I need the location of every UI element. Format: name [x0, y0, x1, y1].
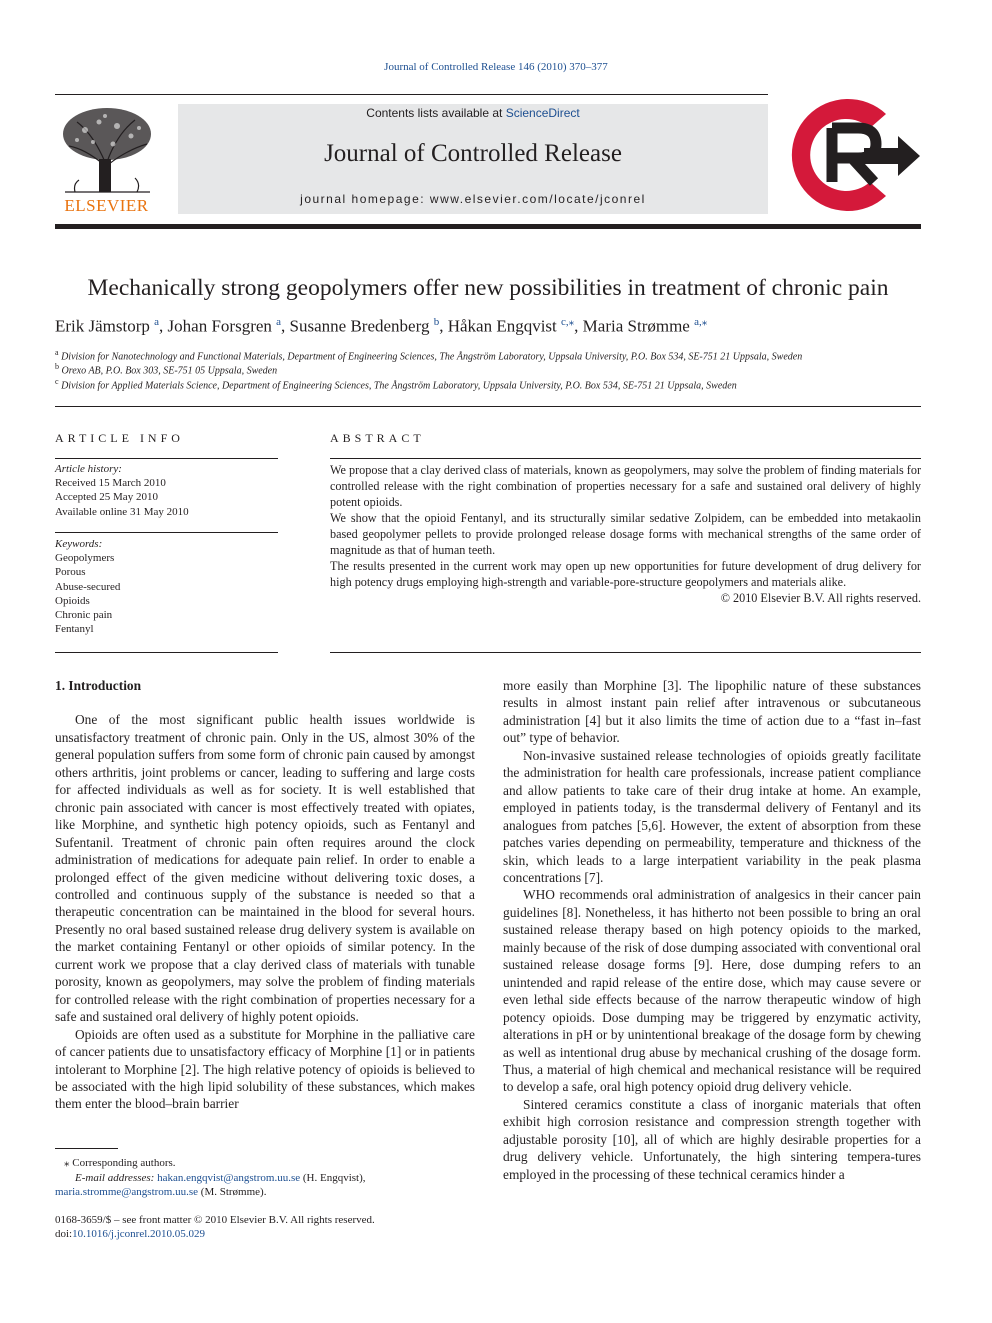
cr-logo-icon: [786, 96, 922, 214]
keyword: Opioids: [55, 594, 90, 607]
email-line: [64, 1171, 474, 1186]
contents-line: [178, 106, 768, 120]
email-link[interactable]: hakan.engqvist@angstrom.uu.se: [157, 1171, 301, 1184]
history-online: Available online 31 May 2010: [55, 505, 189, 518]
affiliation-mark: b: [55, 362, 59, 371]
issn-line: 0168-3659/$ – see front matter © 2010 Elsevier B.V. All rights reserved.: [55, 1214, 375, 1226]
doi-line: [55, 1227, 475, 1242]
abstract-body: [330, 462, 921, 606]
keywords-block: [55, 537, 278, 636]
email-label: E-mail addresses:: [75, 1171, 158, 1184]
history-label: Article history:: [55, 463, 122, 475]
email-owner: (M. Strømme).: [198, 1186, 267, 1198]
doi-label: doi:: [55, 1228, 73, 1240]
affiliation-text: Division for Nanotechnology and Functional Materials, Department of Engineering Sciences, The Ångström Laboratory, Uppsala University, P.O. Box 534, SE-751 21 Uppsala, Sweden: [61, 351, 803, 363]
sciencedirect-link[interactable]: ScienceDirect: [505, 106, 580, 120]
article-info-rule: [55, 458, 278, 459]
keyword: Chronic pain: [55, 609, 113, 622]
author-affiliation-mark[interactable]: a: [276, 316, 282, 328]
article-info-rule: [55, 652, 278, 653]
author-name: Johan Forsgren: [167, 316, 272, 336]
abstract-paragraph: We show that the opioid Fentanyl, and its structurally similar sedative Zolpidem, can be embedded into metakaolin based geopolymer pellets to provide prolonged release dosage forms with mechanical strengths of the same order of magnitude as that of human teeth.: [330, 511, 921, 557]
author-name: Håkan Engqvist: [447, 316, 557, 336]
section-divider: [55, 406, 921, 407]
affiliation: [55, 348, 802, 362]
abstract-paragraph: The results presented in the current work may open up new opportunities for future development of drug delivery for high potency drugs employing high-strength and variable-pore-structure geopolymers and materials alike.: [330, 559, 921, 589]
author-name: Susanne Bredenberg: [289, 316, 430, 336]
author-affiliation-mark[interactable]: c,⁎: [561, 316, 575, 328]
journal-title: Journal of Controlled Release: [324, 140, 622, 167]
doi-link[interactable]: 10.1016/j.jconrel.2010.05.029: [72, 1228, 206, 1240]
article-info-rule: [55, 532, 278, 533]
keywords-label: Keywords:: [55, 538, 103, 550]
abstract-paragraph: We propose that a clay derived class of materials, known as geopolymers, may solve the problem of finding materials for controlled release with the right combination of properties necessary for a safe and sustained oral delivery of highly potent opioids.: [330, 463, 921, 509]
contents-prefix: Contents lists available at: [366, 106, 506, 120]
history-accepted: Accepted 25 May 2010: [55, 491, 158, 504]
body-paragraph: Opioids are often used as a substitute for Morphine in the palliative care of cancer patients due to unsatisfactory efficacy of Morphine [1] or in patients intolerant to Morphine [2]. The high relative potency of opioids is believed to be associated with the high lipid solubility of these substances, which makes them enter the blood–brain barrier: [55, 1026, 475, 1112]
article-title: Mechanically strong geopolymers offer new possibilities in treatment of chronic pain: [87, 275, 889, 301]
journal-banner: [178, 104, 768, 214]
journal-homepage[interactable]: journal homepage: www.elsevier.com/locate/jconrel: [300, 192, 646, 206]
journal-citation[interactable]: Journal of Controlled Release 146 (2010) 370–377: [384, 61, 608, 73]
body-paragraph: more easily than Morphine [3]. The lipophilic nature of these substances results in almost instant pain relief after intravenous or subcutaneous administration [4] but it also limits the time of action due to a “fast in–fast out” type of behavior.: [503, 678, 921, 746]
author-affiliation-mark[interactable]: b: [433, 316, 440, 328]
author-name: Erik Jämstorp: [55, 316, 150, 336]
affiliation: [55, 377, 737, 391]
elsevier-wordmark: ELSEVIER: [64, 196, 149, 215]
article-history: [55, 462, 278, 519]
header-rule: [55, 94, 768, 95]
keyword: Fentanyl: [55, 623, 94, 636]
keyword: Abuse-secured: [55, 580, 121, 593]
article-info-heading: ARTICLE INFO: [55, 431, 184, 445]
author-affiliation-mark[interactable]: a,⁎: [694, 316, 708, 328]
body-left-column: [55, 677, 475, 1113]
body-paragraph: Sintered ceramics constitute a class of inorganic materials that often exhibit high corrosion resistance and compression strength together with adjustable porosity [10], all of which are highly desirable properties for a drug delivery vehicle. Unfortunately, the high sintering tempera-tures employed in the processing of these technical ceramics hinder a: [503, 1096, 921, 1182]
history-received: Received 15 March 2010: [55, 477, 166, 490]
body-paragraph: WHO recommends oral administration of analgesics in their cancer pain guidelines [8]. Nonetheless, it has hitherto not been possible to bring an oral sustained release therapy based on high potency opioids to the marked, mainly because of the risk of dose dumping associated with conventional oral sustained release dosage forms [9]. Here, dose dumping refers to an unintended and rapid release of the entire dose, which may cause severe or even lethal side effects because of the narrow therapeutic window of high potency opioids. Dose dumping may be triggered by enzymatic activity, alterations in pH or by unintentional breakage of the dosage form by chewing as well as intentional drug abuse by mechanical crushing of the dosage form. Thus, a material of high chemical and mechanical resistance will be required to develop a safe, oral high potency opioid drug delivery vehicle.: [503, 887, 921, 1095]
footnote-rule: [55, 1148, 118, 1149]
email-owner: (H. Engqvist),: [300, 1171, 366, 1184]
elsevier-logo: [55, 104, 158, 216]
elsevier-tree-icon: [55, 104, 158, 196]
author-name: Maria Strømme: [582, 316, 690, 336]
affiliation-text: Orexo AB, P.O. Box 303, SE-751 05 Uppsala, Sweden: [61, 365, 278, 377]
author-affiliation-mark[interactable]: a: [154, 316, 160, 328]
affiliation-mark: a: [55, 348, 59, 357]
keyword: Geopolymers: [55, 552, 115, 565]
corresponding-note: ⁎ Corresponding authors.: [64, 1157, 176, 1169]
abstract-copyright: © 2010 Elsevier B.V. All rights reserved.: [720, 591, 921, 605]
abstract-rule: [330, 458, 921, 459]
section-heading: 1. Introduction: [55, 678, 142, 693]
author-list: Erik Jämstorp $^a$, Johan Forsgren $^a$, Susanne Bredenberg $^b$, Håkan Engqvist $^{c,⁎}$, Maria Strømme $^{a,⁎}$: [55, 316, 708, 336]
keyword: Porous: [55, 566, 86, 579]
affiliation-text: Division for Applied Materials Science, Department of Engineering Sciences, The Ångström Laboratory, Uppsala University, P.O. Box 534, SE-751 21 Uppsala, Sweden: [61, 380, 737, 392]
abstract-heading: ABSTRACT: [330, 431, 425, 445]
abstract-rule: [330, 652, 921, 653]
body-paragraph: One of the most significant public health issues worldwide is unsatisfactory treatment of chronic pain. Only in the US, almost 30% of the general population suffers from some form of chronic pain caused by amongst others arthritis, joint problems or cancer, leading to suffering and large costs for affected individuals as well as for society. It is well established that chronic pain associated with cancer is most effectively treated with opiates, like Morphine, and synthetic high potency opioids, such as Fentanyl and Sufentanil. Treatment of chronic pain often requires around the clock administration of medications for adequate pain relief. In order to enable a prolonged effect of the given medicine without delivering toxic doses, a controlled and continuous supply of the substance is needed so that a therapeutic concentration can be maintained in the blood for several hours. Presently no oral based sustained release drug delivery system is available on the market containing Fentanyl or other opioids of similar potency. In the current work we propose that a clay derived class of materials with tunable porosity, known as geopolymers, may solve the problem of finding materials for controlled release with the right combination of properties necessary for a safe and sustained oral delivery of highly potent opioids.: [55, 712, 475, 1025]
email-link[interactable]: maria.stromme@angstrom.uu.se: [55, 1186, 199, 1198]
header-thick-rule: [55, 224, 921, 229]
body-paragraph: Non-invasive sustained release technologies of opioids greatly facilitate the administration for health care professionals, increase patient compliance and allow patients to take care of their drug intake at home. An example, employed in patients today, is the transdermal delivery of Fentanyl and its analogues from patches [5,6]. However, the extent of absorption from these patches varies depending on permeability, temperature and thickness of the skin, which leads to a large interpatient variability in the peak plasma concentrations [7].: [503, 747, 921, 885]
footnote-corresponding: [64, 1156, 474, 1185]
affiliation: [55, 362, 277, 376]
affiliation-mark: c: [55, 377, 59, 386]
email-line-2: [55, 1185, 475, 1200]
journal-cr-logo: [786, 96, 922, 214]
body-right-column: [503, 677, 921, 1183]
